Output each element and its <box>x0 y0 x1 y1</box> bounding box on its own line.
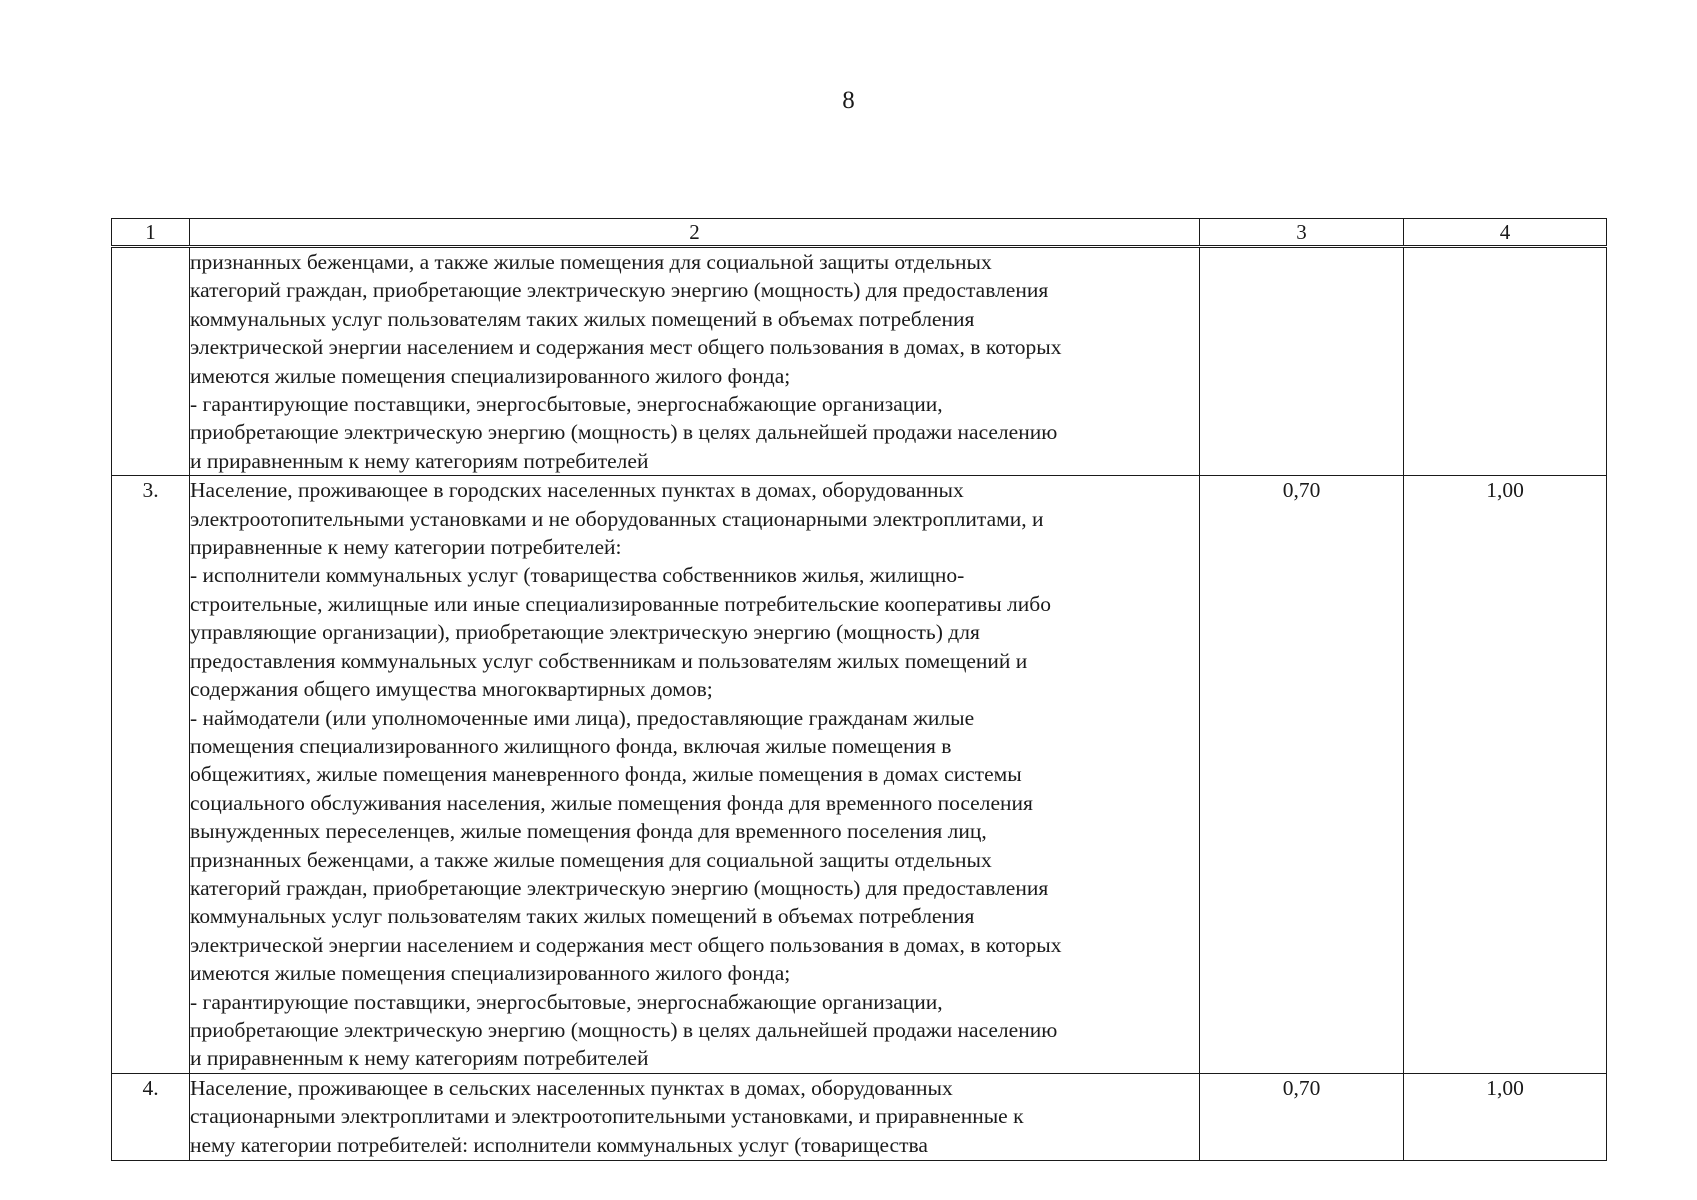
column-header-1: 1 <box>112 219 190 247</box>
description-line: электрической энергии населением и содержания мест общего пользования в домах, в которых <box>190 932 1062 957</box>
row-value-col4 <box>1404 247 1607 476</box>
description-line: предоставления коммунальных услуг собственникам и пользователям жилых помещений и <box>190 648 1028 673</box>
row-number: 4. <box>112 1073 190 1160</box>
table-header-row <box>112 219 1607 247</box>
column-header-2: 2 <box>190 219 1200 247</box>
description-line: социального обслуживания населения, жилые помещения фонда для временного поселения <box>190 790 1033 815</box>
tariff-table <box>111 218 1607 1161</box>
description-line: электроотопительными установками и не оборудованных стационарными электроплитами, и <box>190 506 1044 531</box>
description-line: признанных беженцами, а также жилые помещения для социальной защиты отдельных <box>190 847 992 872</box>
row-description <box>190 1073 1200 1160</box>
description-line: категорий граждан, приобретающие электрическую энергию (мощность) для предоставления <box>190 875 1049 900</box>
row-value-col3: 0,70 <box>1200 1073 1404 1160</box>
description-line: нему категории потребителей: исполнители коммунальных услуг (товарищества <box>190 1132 928 1157</box>
description-line: - гарантирующие поставщики, энергосбытовые, энергоснабжающие организации, <box>190 392 943 417</box>
description-line: признанных беженцами, а также жилые помещения для социальной защиты отдельных <box>190 250 992 274</box>
table-row <box>112 1073 1607 1160</box>
row-value-col3: 0,70 <box>1200 476 1404 1074</box>
page-number: 8 <box>842 87 855 114</box>
description-line: приравненные к нему категории потребителей: <box>190 535 622 560</box>
description-line: общежитиях, жилые помещения маневренного фонда, жилые помещения в домах системы <box>190 762 1022 787</box>
description-line: электрической энергии населением и содержания мест общего пользования в домах, в которых <box>190 335 1062 360</box>
description-line: содержания общего имущества многоквартирных домов; <box>190 677 713 702</box>
description-line: приобретающие электрическую энергию (мощность) в целях дальнейшей продажи населению <box>190 1017 1058 1042</box>
description-line: коммунальных услуг пользователям таких жилых помещений в объемах потребления <box>190 904 975 929</box>
description-line: управляющие организации), приобретающие электрическую энергию (мощность) для <box>190 620 980 645</box>
description-line: помещения специализированного жилищного фонда, включая жилые помещения в <box>190 733 952 758</box>
row-description <box>190 476 1200 1074</box>
row-value-col4: 1,00 <box>1404 1073 1607 1160</box>
row-value-col3 <box>1200 247 1404 476</box>
description-line: и приравненным к нему категориям потребителей <box>190 448 649 473</box>
row-description <box>190 247 1200 476</box>
row-value-col4: 1,00 <box>1404 476 1607 1074</box>
description-line: - наймодатели (или уполномоченные ими лица), предоставляющие гражданам жилые <box>190 705 975 730</box>
description-line: коммунальных услуг пользователям таких жилых помещений в объемах потребления <box>190 306 975 331</box>
description-line: вынужденных переселенцев, жилые помещения фонда для временного поселения лиц, <box>190 819 987 844</box>
description-line: категорий граждан, приобретающие электрическую энергию (мощность) для предоставления <box>190 278 1049 303</box>
description-line: - исполнители коммунальных услуг (товарищества собственников жилья, жилищно- <box>190 563 965 588</box>
row-number <box>112 247 190 476</box>
description-line: строительные, жилищные или иные специализированные потребительские кооперативы либо <box>190 591 1051 616</box>
description-line: и приравненным к нему категориям потребителей <box>190 1046 649 1071</box>
table-row <box>112 476 1607 1074</box>
description-line: Население, проживающее в сельских населенных пунктах в домах, оборудованных <box>190 1075 953 1100</box>
description-line: приобретающие электрическую энергию (мощность) в целях дальнейшей продажи населению <box>190 420 1058 445</box>
table-row <box>112 247 1607 476</box>
description-line: - гарантирующие поставщики, энергосбытовые, энергоснабжающие организации, <box>190 989 943 1014</box>
description-line: стационарными электроплитами и электроотопительными установками, и приравненные к <box>190 1104 1024 1129</box>
description-line: Население, проживающее в городских населенных пунктах в домах, оборудованных <box>190 478 964 503</box>
row-number: 3. <box>112 476 190 1074</box>
description-line: имеются жилые помещения специализированного жилого фонда; <box>190 961 791 986</box>
description-line: имеются жилые помещения специализированного жилого фонда; <box>190 363 791 388</box>
column-header-3: 3 <box>1200 219 1404 247</box>
column-header-4: 4 <box>1404 219 1607 247</box>
